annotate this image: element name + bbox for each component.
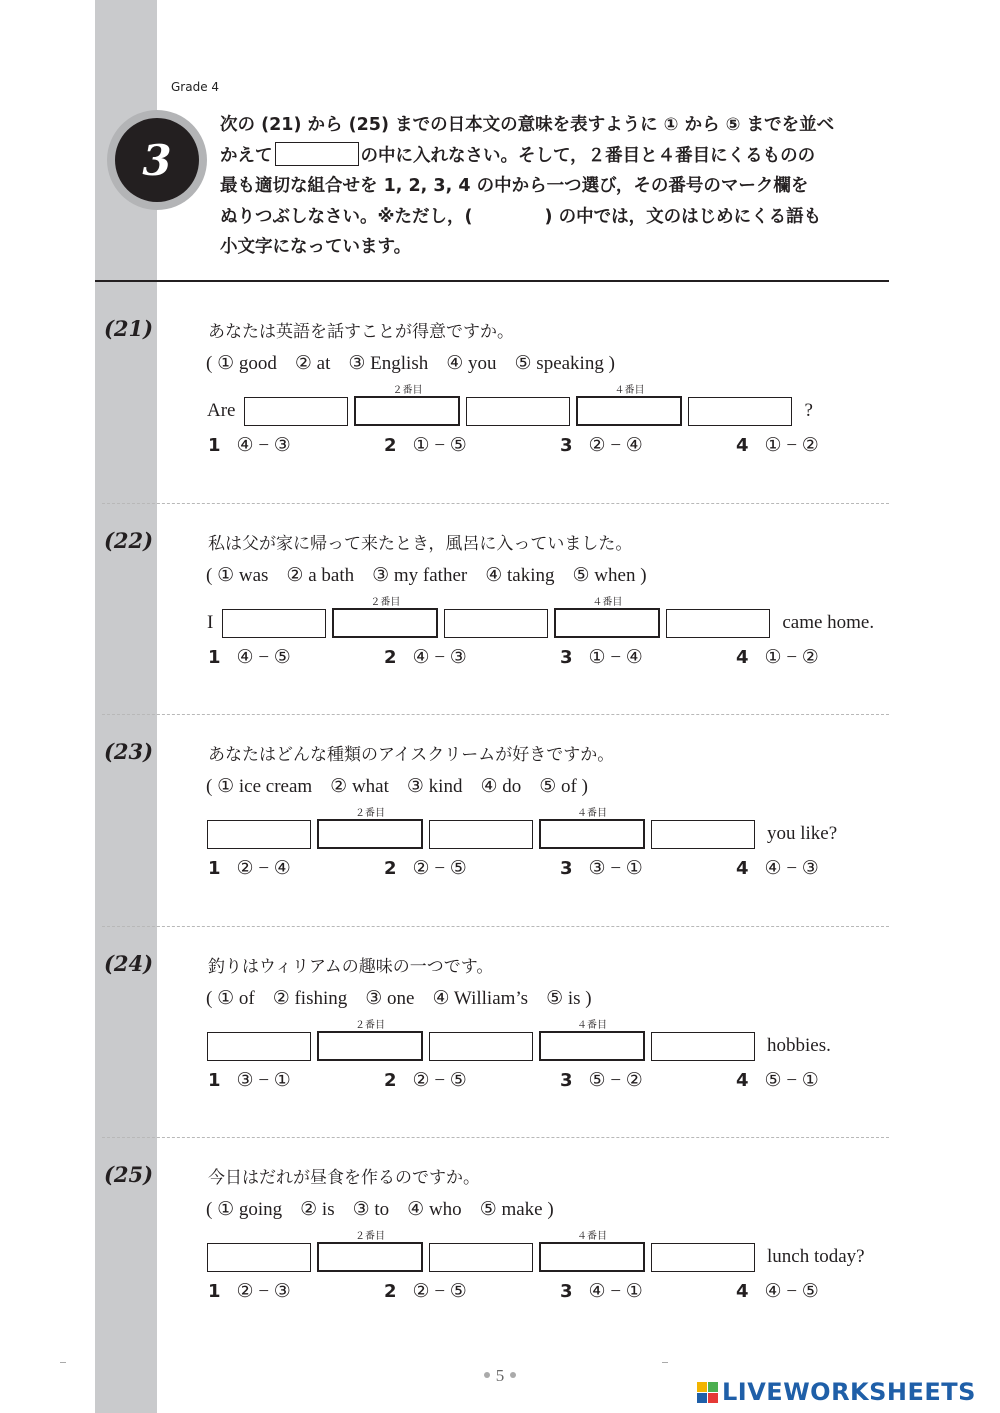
answer-slot-5[interactable] <box>666 609 770 638</box>
slot-ordinal-label: ４番目 <box>577 1020 607 1031</box>
word-choice: ( ① was <box>206 565 269 586</box>
question-separator <box>102 714 889 715</box>
word-choice: ② what <box>330 776 389 797</box>
answer-option-1[interactable] <box>208 434 291 457</box>
option-pair: ① − ② <box>764 647 819 668</box>
sentence-suffix: came home. <box>782 612 875 633</box>
option-number: 1 <box>208 435 221 456</box>
answer-option-2[interactable] <box>384 1280 467 1303</box>
logo-mark-icon <box>697 1382 718 1403</box>
option-pair: ② − ⑤ <box>412 858 467 879</box>
sample-answer-box <box>275 142 359 166</box>
answer-option-3[interactable] <box>560 857 643 880</box>
option-pair: ① − ② <box>764 435 819 456</box>
word-choice: ② a bath <box>286 565 355 586</box>
option-number: 1 <box>208 1281 221 1302</box>
instructions-line-3: 最も適切な組合せを 1, 2, 3, 4 の中から一つ選び，その番号のマーク欄を <box>220 176 809 196</box>
option-number: 2 <box>384 1070 397 1091</box>
answer-slot-1[interactable] <box>207 820 311 849</box>
japanese-sentence: 今日はだれが昼食を作るのですか。 <box>208 1168 480 1188</box>
answer-slot-3[interactable] <box>429 1032 533 1061</box>
slot-ordinal-label: ２番目 <box>355 1020 385 1031</box>
option-pair: ② − ⑤ <box>412 1281 467 1302</box>
option-pair: ④ − ⑤ <box>236 647 291 668</box>
option-number: 3 <box>560 858 573 879</box>
answer-slot-2[interactable] <box>317 1020 423 1061</box>
answer-option-4[interactable] <box>736 1280 819 1303</box>
answer-slot-5[interactable] <box>688 397 792 426</box>
answer-option-1[interactable] <box>208 646 291 669</box>
answer-slot-1[interactable] <box>222 609 326 638</box>
word-choice: ③ my father <box>372 565 468 586</box>
option-number: 1 <box>208 858 221 879</box>
option-number: 1 <box>208 1070 221 1091</box>
slot-ordinal-label: ４番目 <box>592 597 623 608</box>
option-pair: ② − ⑤ <box>412 1070 467 1091</box>
option-number: 2 <box>384 858 397 879</box>
answer-slot-3[interactable] <box>444 609 548 638</box>
option-pair: ③ − ① <box>236 1070 291 1091</box>
answer-option-3[interactable] <box>560 1280 643 1303</box>
answer-option-2[interactable] <box>384 646 467 669</box>
answer-slot-4[interactable] <box>576 385 682 426</box>
answer-options <box>208 434 858 458</box>
option-pair: ① − ④ <box>588 647 643 668</box>
word-choice: ④ who <box>407 1199 462 1220</box>
option-pair: ② − ③ <box>236 1281 291 1302</box>
word-choices <box>206 775 592 798</box>
option-number: 1 <box>208 647 221 668</box>
slot-ordinal-label: ４番目 <box>577 808 607 819</box>
japanese-sentence: あなたは英語を話すことが得意ですか。 <box>208 322 514 342</box>
question-separator <box>102 926 889 927</box>
header-divider <box>95 280 889 282</box>
answer-options <box>208 646 858 670</box>
slot-ordinal-label: ２番目 <box>370 597 401 608</box>
word-choice: ( ① going <box>206 1199 283 1220</box>
answer-slot-2[interactable] <box>354 385 460 426</box>
instructions-line-1: 次の (21) から (25) までの日本文の意味を表すように ① から ⑤ までを並べ <box>220 115 835 135</box>
answer-slot-1[interactable] <box>244 397 348 426</box>
instructions-line-2b: の中に入れなさい。そして，２番目と４番目にくるものの <box>360 145 816 166</box>
question-number: (22) <box>104 528 154 553</box>
word-choice: ③ to <box>352 1199 390 1220</box>
answer-slot-1[interactable] <box>207 1243 311 1272</box>
answer-options <box>208 1069 858 1093</box>
word-choice: ③ one <box>365 988 415 1009</box>
answer-option-4[interactable] <box>736 646 819 669</box>
option-pair: ② − ④ <box>588 435 643 456</box>
word-choice: ② at <box>294 353 331 374</box>
answer-slot-1[interactable] <box>207 1032 311 1061</box>
option-pair: ④ − ⑤ <box>764 1281 819 1302</box>
option-number: 2 <box>384 647 397 668</box>
word-choice: ④ William’s <box>432 988 529 1009</box>
answer-option-1[interactable] <box>208 857 291 880</box>
page-tick-right <box>662 1362 668 1363</box>
word-choice: ( ① of <box>206 988 255 1009</box>
sentence-suffix: you like? <box>767 823 838 844</box>
word-choices <box>206 564 651 587</box>
word-choice: ⑤ make ) <box>479 1199 554 1220</box>
answer-slot-3[interactable] <box>429 820 533 849</box>
answer-slot-2[interactable] <box>317 808 423 849</box>
question-number: (24) <box>104 951 154 976</box>
answer-option-3[interactable] <box>560 434 643 457</box>
answer-slot-4[interactable] <box>539 808 645 849</box>
grade-label: Grade 4 <box>171 80 220 94</box>
slot-ordinal-label: ２番目 <box>355 808 385 819</box>
word-choices <box>206 987 596 1010</box>
sentence-prefix: I <box>207 612 214 633</box>
instructions-line-2 <box>220 141 900 172</box>
question-separator <box>102 1137 889 1138</box>
answer-option-3[interactable] <box>560 1069 643 1092</box>
answer-option-2[interactable] <box>384 1069 467 1092</box>
sentence-prefix: Are <box>207 400 236 421</box>
instructions-line-4 <box>220 202 900 233</box>
option-pair: ⑤ − ② <box>588 1070 643 1091</box>
word-choice: ⑤ when ) <box>572 565 647 586</box>
answer-option-2[interactable] <box>384 434 467 457</box>
option-number: 3 <box>560 647 573 668</box>
question-number: (23) <box>104 739 154 764</box>
japanese-sentence: あなたはどんな種類のアイスクリームが好きですか。 <box>208 745 615 765</box>
answer-row <box>207 597 875 638</box>
answer-slot-4[interactable] <box>539 1020 645 1061</box>
sentence-suffix: hobbies. <box>767 1035 831 1056</box>
answer-option-1[interactable] <box>208 1069 291 1092</box>
option-number: 3 <box>560 1070 573 1091</box>
word-choice: ② fishing <box>272 988 348 1009</box>
word-choice: ⑤ of ) <box>539 776 588 797</box>
section-number-badge: 3 <box>115 118 199 202</box>
word-choices <box>206 1198 558 1221</box>
answer-slot-3[interactable] <box>429 1243 533 1272</box>
answer-options <box>208 1280 858 1304</box>
slot-ordinal-label: ４番目 <box>577 1231 607 1242</box>
answer-option-3[interactable] <box>560 646 643 669</box>
answer-slot-4[interactable] <box>554 597 660 638</box>
question-number: (21) <box>104 316 154 341</box>
word-choice: ④ do <box>480 776 522 797</box>
word-choice: ⑤ speaking ) <box>514 353 615 374</box>
question-number: (25) <box>104 1162 154 1187</box>
slot-ordinal-label: ４番目 <box>614 385 645 396</box>
answer-slot-2[interactable] <box>332 597 438 638</box>
answer-option-1[interactable] <box>208 1280 291 1303</box>
word-choice: ④ taking <box>485 565 555 586</box>
slot-ordinal-label: ２番目 <box>392 385 423 396</box>
answer-row <box>207 385 813 426</box>
sentence-suffix: ? <box>804 400 813 421</box>
option-pair: ④ − ① <box>588 1281 643 1302</box>
instructions-line-4b: ) の中では，文のはじめにくる語も <box>544 206 822 227</box>
option-number: 4 <box>736 647 749 668</box>
answer-row <box>207 1231 865 1272</box>
japanese-sentence: 釣りはウィリアムの趣味の一つです。 <box>208 957 494 977</box>
answer-row <box>207 1020 831 1061</box>
gray-sidebar <box>95 0 157 1413</box>
option-pair: ② − ④ <box>236 858 291 879</box>
answer-slot-2[interactable] <box>317 1231 423 1272</box>
word-choice: ( ① ice cream <box>206 776 313 797</box>
option-number: 4 <box>736 435 749 456</box>
option-number: 4 <box>736 1281 749 1302</box>
liveworksheets-logo <box>697 1378 976 1406</box>
answer-option-4[interactable] <box>736 434 819 457</box>
word-choices <box>206 352 619 375</box>
option-number: 3 <box>560 435 573 456</box>
option-number: 4 <box>736 1070 749 1091</box>
word-choice: ④ you <box>446 353 497 374</box>
word-choice: ③ kind <box>406 776 463 797</box>
answer-option-4[interactable] <box>736 1069 819 1092</box>
answer-options <box>208 857 858 881</box>
answer-slot-5[interactable] <box>651 1032 755 1061</box>
answer-option-4[interactable] <box>736 857 819 880</box>
question-separator <box>102 503 889 504</box>
answer-slot-5[interactable] <box>651 1243 755 1272</box>
option-number: 2 <box>384 435 397 456</box>
option-pair: ④ − ③ <box>764 858 819 879</box>
word-choice: ③ English <box>348 353 429 374</box>
option-pair: ④ − ③ <box>236 435 291 456</box>
word-choice: ⑤ is ) <box>546 988 592 1009</box>
option-pair: ① − ⑤ <box>412 435 467 456</box>
page-tick-left <box>60 1362 66 1363</box>
option-number: 4 <box>736 858 749 879</box>
page-number: 5 <box>470 1366 530 1386</box>
instructions <box>220 110 900 263</box>
word-choice: ( ① good <box>206 353 277 374</box>
answer-slot-5[interactable] <box>651 820 755 849</box>
answer-slot-4[interactable] <box>539 1231 645 1272</box>
answer-row <box>207 808 838 849</box>
option-pair: ④ − ③ <box>412 647 467 668</box>
sentence-suffix: lunch today? <box>767 1246 865 1267</box>
instructions-line-4a: ぬりつぶしなさい。※ただし，( <box>220 206 473 227</box>
option-number: 2 <box>384 1281 397 1302</box>
answer-slot-3[interactable] <box>466 397 570 426</box>
word-choice: ② is <box>300 1199 335 1220</box>
slot-ordinal-label: ２番目 <box>355 1231 385 1242</box>
option-number: 3 <box>560 1281 573 1302</box>
instructions-line-2a: かえて <box>220 145 273 166</box>
logo-text: LIVEWORKSHEETS <box>722 1378 976 1406</box>
answer-option-2[interactable] <box>384 857 467 880</box>
japanese-sentence: 私は父が家に帰って来たとき，風呂に入っていました。 <box>208 534 633 554</box>
instructions-line-5: 小文字になっています。 <box>220 237 412 257</box>
option-pair: ⑤ − ① <box>764 1070 819 1091</box>
option-pair: ③ − ① <box>588 858 643 879</box>
